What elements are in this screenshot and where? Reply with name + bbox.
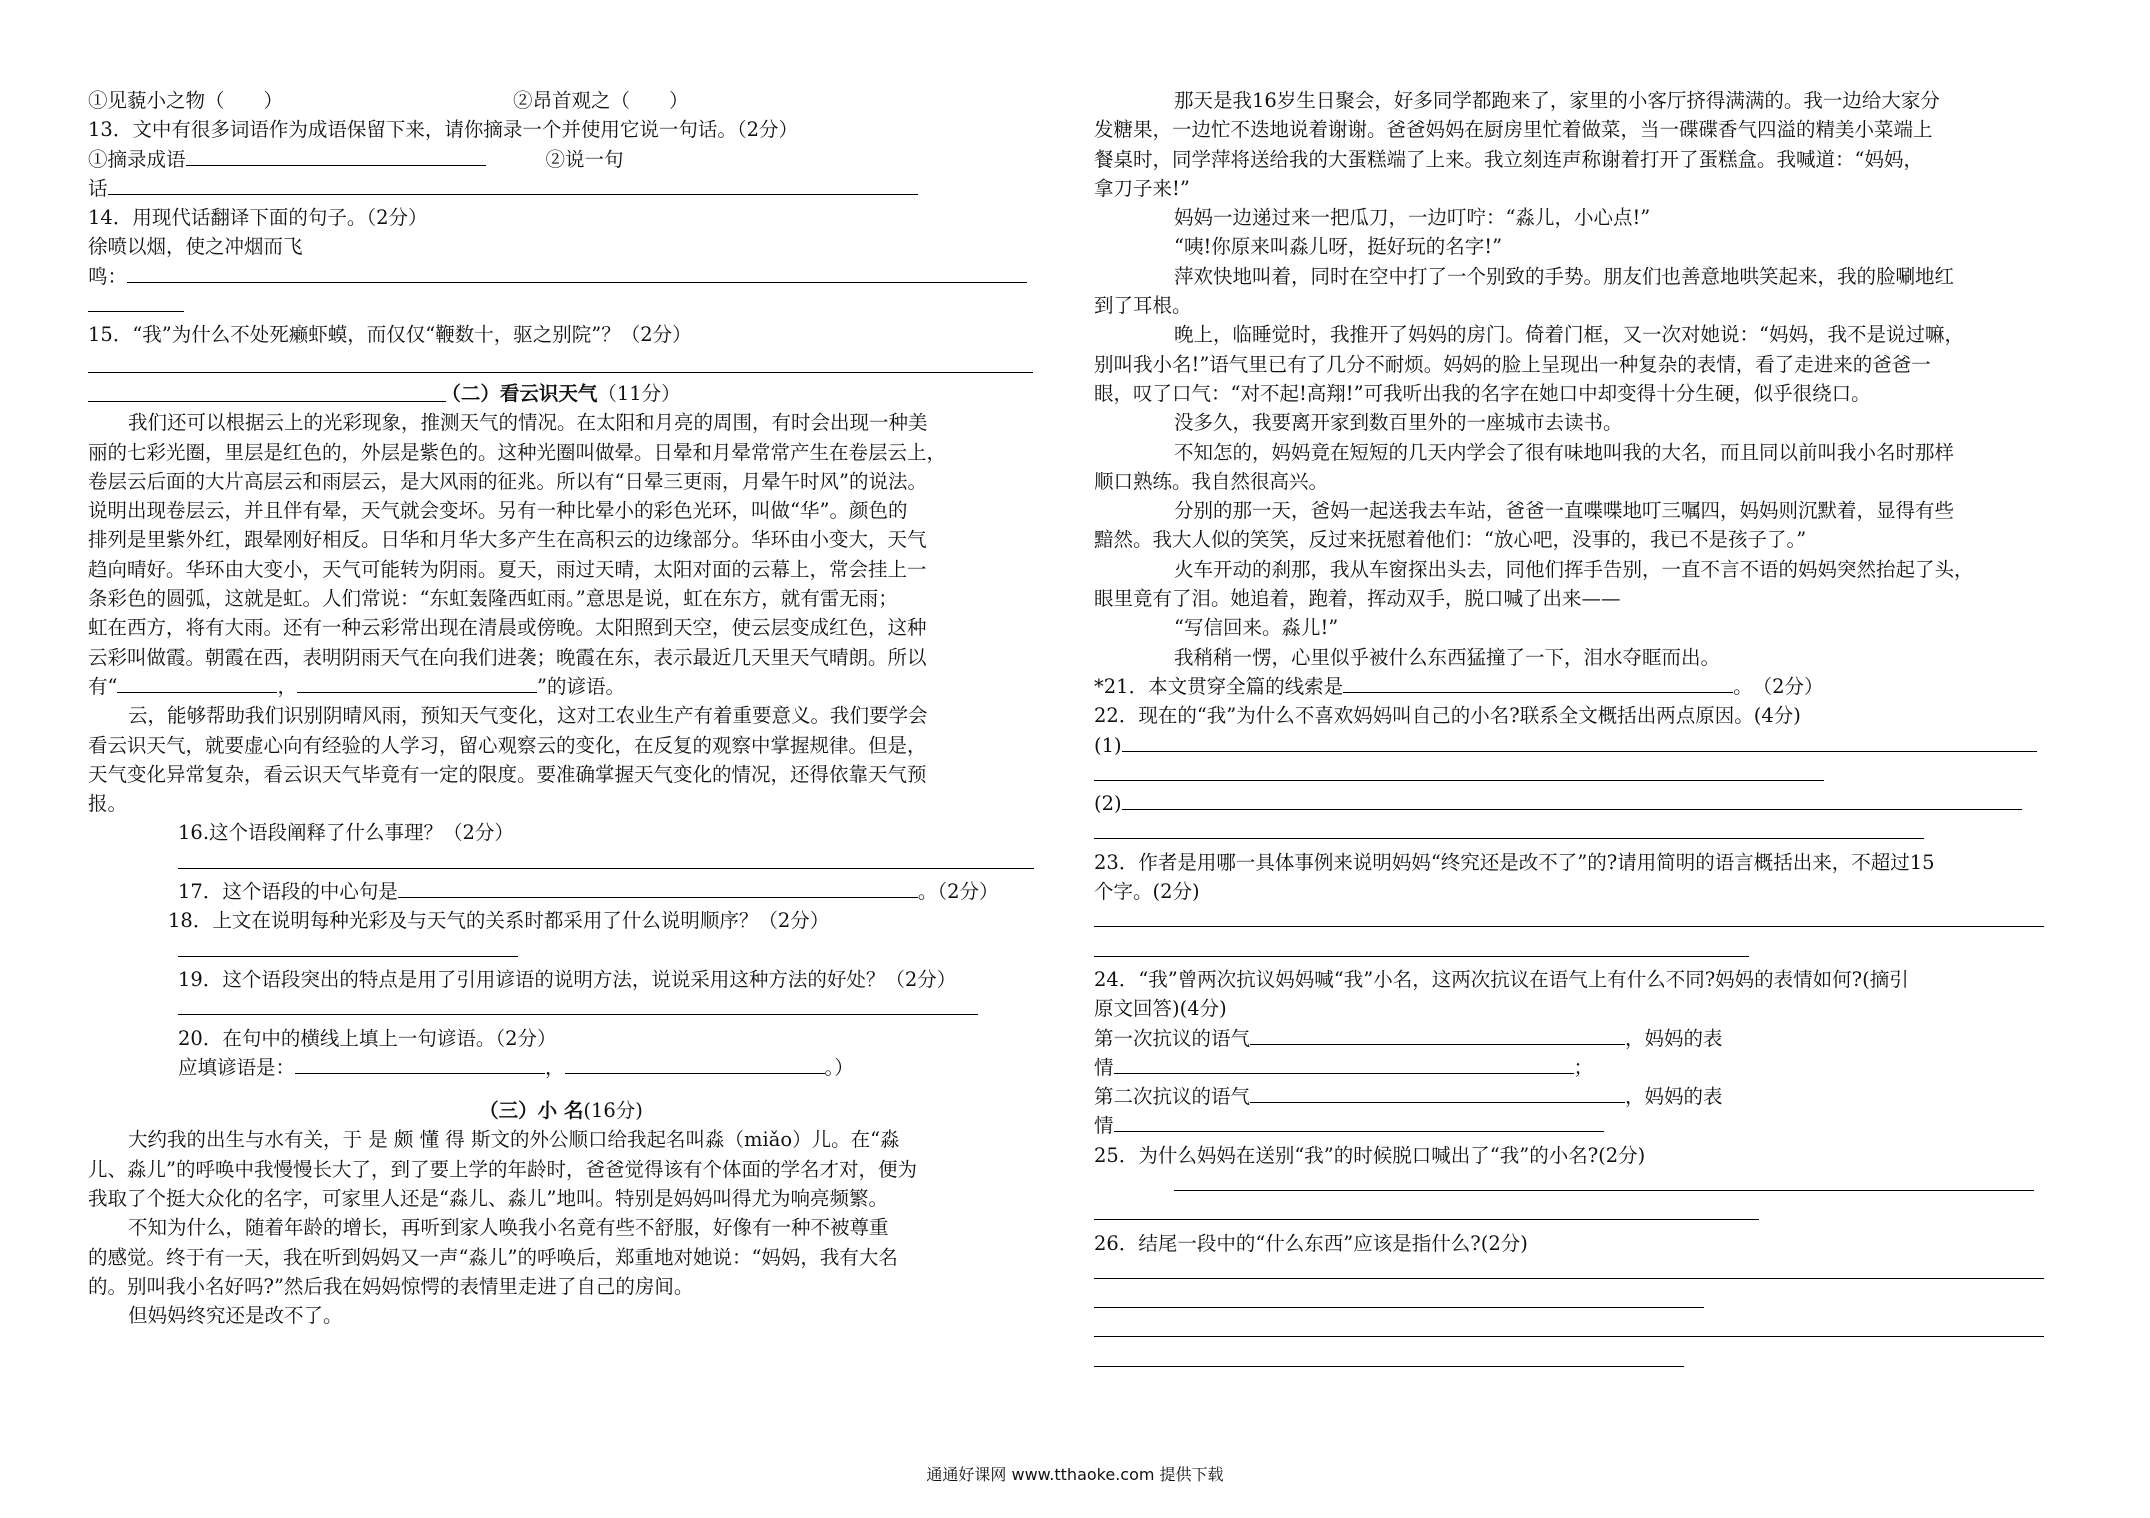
q14-answer-line <box>88 291 1034 320</box>
q22-answer-2: (2) <box>1094 789 2050 818</box>
story-paragraph-8: 分别的那一天，爸妈一起送我去车站，爸爸一直喋喋地叮三嘱四，妈妈则沉默着，显得有些 黯然。我大人似的笑笑，反过来抚慰着他们：“放心吧，没事的，我已不是孩子了。” <box>1094 499 1955 552</box>
section2-heading <box>88 379 1034 408</box>
q23-answer-line-2 <box>1094 936 2050 965</box>
story-paragraph-9: 火车开动的刹那，我从车窗探出头去，同他们挥手告别，一直不言不语的妈妈突然抬起了头， 眼里竟有了泪。她追着，跑着，挥动双手，脱口喊了出来—— <box>1094 557 1974 611</box>
blank[interactable] <box>565 1053 825 1074</box>
q24-prompt-1: 24．“我”曾两次抗议妈妈喊“我”小名，这两次抗议在语气上有什么不同?妈妈的表情如何?(摘引 <box>1094 967 1909 991</box>
q25-answer-line-2 <box>1094 1199 2050 1228</box>
section3-paragraph-3: 但妈妈终究还是改不了。 <box>128 1304 343 1328</box>
q16-answer-line <box>88 848 1034 877</box>
page-footer: 通通好课网 www.tthaoke.com 提供下载 <box>926 1465 1224 1484</box>
q19-prompt: 19．这个语段突出的特点是用了引用谚语的说明方法，说说采用这种方法的好处？（2分） <box>178 967 957 991</box>
blank[interactable] <box>1343 672 1733 693</box>
blank[interactable] <box>1250 1082 1625 1103</box>
blank[interactable] <box>1094 1287 1704 1308</box>
blank[interactable] <box>1094 906 2044 927</box>
q26-answer-line-1 <box>1094 1258 2050 1287</box>
q12-items: ①见藐小之物（ ） ②昂首观之（ ） <box>88 89 689 112</box>
blank[interactable] <box>1122 731 2037 752</box>
blank[interactable] <box>1094 818 1924 839</box>
q18-prompt: 18．上文在说明每种光彩及与天气的关系时都采用了什么说明顺序？（2分） <box>168 909 830 933</box>
blank[interactable] <box>1094 1199 1759 1220</box>
blank[interactable] <box>398 877 918 898</box>
section2-paragraph-2: 云，能够帮助我们识别阴晴风雨，预知天气变化，这对工农业生产有着重要意义。我们要学会 看云识天气，就要虚心向有经验的人学习，留心观察云的变化，在反复的观察中掌握规律。但是， 天气变化异常复杂，看云识天气毕竟有一定的限度。要准确掌握天气变化的情况，还得依靠天气预 报。 <box>88 704 928 816</box>
q14-sentence: 徐喷以烟，使之冲烟而飞 <box>88 235 303 259</box>
section3-paragraph-1: 大约我的出生与水有关，于 是 颇 懂 得 斯文的外公顺口给我起名叫淼（miǎo）儿。在“淼 儿、淼儿”的呼唤中我慢慢长大了，到了要上学的年龄时，爸爸觉得该有个体面的学名才对，便为 我取了个挺大众化的名字，可家里人还是“淼儿、淼儿”地叫。特别是妈妈叫得尤为响亮频繁。 <box>88 1128 917 1210</box>
blank[interactable] <box>117 672 277 693</box>
q25-prompt: 25．为什么妈妈在送别“我”的时候脱口喊出了“我”的小名?(2分) <box>1094 1143 1646 1167</box>
blank[interactable] <box>127 262 1027 283</box>
blank[interactable] <box>1250 1024 1625 1045</box>
story-paragraph-6: 没多久，我要离开家到数百里外的一座城市去读书。 <box>1174 411 1623 435</box>
q26-answer-line-4 <box>1094 1346 2050 1375</box>
story-paragraph-2: 妈妈一边递过来一把瓜刀，一边叮咛：“淼儿，小心点!” <box>1174 206 1651 230</box>
blank[interactable] <box>1174 1170 2034 1191</box>
blank[interactable] <box>178 936 518 957</box>
story-paragraph-7: 不知怎的，妈妈竟在短短的几天内学会了很有味地叫我的大名，而且同以前叫我小名时那样 顺口熟练。我自然很高兴。 <box>1094 440 1955 493</box>
story-paragraph-5: 晚上，临睡觉时，我推开了妈妈的房门。倚着门框，又一次对她说：“妈妈，我不是说过嘛， 别叫我小名!”语气里已有了几分不耐烦。妈妈的脸上呈现出一种复杂的表情，看了走进来的爸爸一 眼，叹了口气：“对不起!高翔!”可我听出我的名字在她口中却变得十分生硬，似乎很绕口。 <box>1094 323 1964 405</box>
q26-prompt: 26．结尾一段中的“什么东西”应该是指什么?(2分) <box>1094 1231 1528 1255</box>
story-paragraph-3: “咦!你原来叫淼儿呀，挺好玩的名字!” <box>1174 235 1503 259</box>
q23-answer-line <box>1094 906 2050 935</box>
blank[interactable] <box>1094 1346 1684 1367</box>
story-paragraph-10: “写信回来。淼儿!” <box>1174 616 1339 640</box>
q24-second-expression: 情 <box>1094 1111 2050 1140</box>
blank[interactable] <box>108 174 918 195</box>
section3-paragraph-2: 不知为什么，随着年龄的增长，再听到家人唤我小名竟有些不舒服，好像有一种不被尊重 的感觉。终于有一天，我在听到妈妈又一声“淼儿”的呼唤后，郑重地对她说：“妈妈，我有大名 的。别叫我小名好吗?”然后我在妈妈惊愕的表情里走进了自己的房间。 <box>88 1216 898 1298</box>
q22-answer-1b <box>1094 760 2050 789</box>
story-paragraph-1: 那天是我16岁生日聚会，好多同学都跑来了，家里的小客厅挤得满满的。我一边给大家分 发糖果，一边忙不迭地说着谢谢。爸爸妈妈在厨房里忙着做菜，当一碟碟香气四溢的精美小菜端上 餐桌时，同学萍将送给我的大蛋糕端了上来。我立刻连声称谢着打开了蛋糕盒。我喊道：“妈妈， 拿刀子来!” <box>1094 89 1940 200</box>
blank[interactable] <box>1094 760 1824 781</box>
section3-heading <box>88 1096 1034 1125</box>
right-column <box>1094 86 2050 1375</box>
q24-first-expression: 情 ； <box>1094 1053 2050 1082</box>
q15-answer-line <box>88 350 1034 379</box>
story-paragraph-4: 萍欢快地叫着，同时在空中打了一个别致的手势。朋友们也善意地哄笑起来，我的脸唰地红 到了耳根。 <box>1094 264 1955 318</box>
q13-answer-line: 话 <box>88 174 1034 203</box>
q20-answer: 应填谚语是： ， 。） <box>88 1053 1034 1082</box>
left-column <box>88 86 1034 1330</box>
q16-prompt: 16.这个语段阐释了什么事理？（2分） <box>178 821 514 845</box>
q24-second: 第二次抗议的语气 ，妈妈的表 <box>1094 1082 2050 1111</box>
q14-answer: 鸣： <box>88 262 1034 291</box>
q15-prompt: 15．“我”为什么不处死癞虾蟆，而仅仅“鞭数十，驱之别院”？（2分） <box>88 323 692 347</box>
section2-paragraph-1: 我们还可以根据云上的光彩现象，推测天气的情况。在太阳和月亮的周围，有时会出现一种美 丽的七彩光圈，里层是红色的，外层是紫色的。这种光圈叫做晕。日晕和月晕常常产生在卷层云上， 卷层云后面的大片高层云和雨层云，是大风雨的征兆。所以有“日晕三更雨，月晕午时风”的说法。 说明出现卷层云，并且伴有晕，天气就会变坏。另有一种比晕小的彩色光环，叫做“华”。颜色的 排列是里紫外红，跟晕刚好相反。日华和月华大多产生在高积云的边缘部分。华环由小变大，天气 趋向晴好。华环由大变小，天气可能转为阴雨。夏天，雨过天晴，太阳对面的云幕上，常会挂上一 条彩色的圆弧，这就是虹。人们常说：“东虹轰隆西虹雨。”意思是说，虹在东方，就有雷无雨； 虹在西方，将有大雨。还有一种云彩常出现在清晨或傍晚。太阳照到天空，使云层变成红色，这种 云彩叫做霞。朝霞在西，表明阴雨天气在向我们进袭；晚霞在东，表示最近几天里天气晴朗。所以 有“ ， ”的谚语。 <box>88 411 947 698</box>
blank[interactable] <box>1114 1111 1604 1132</box>
section3-title: （三）小 名 <box>479 1099 584 1123</box>
q23-prompt-1: 23．作者是用哪一具体事例来说明妈妈“终究还是改不了”的?请用简明的语言概括出来，不超过15 <box>1094 850 1935 874</box>
q21: *21．本文贯穿全篇的线索是 。 （2分） <box>1094 672 2050 701</box>
blank[interactable] <box>88 291 184 312</box>
q22-answer-1: (1) <box>1094 731 2050 760</box>
blank[interactable] <box>1094 1316 2044 1337</box>
q24-first: 第一次抗议的语气 ，妈妈的表 <box>1094 1024 2050 1053</box>
section2-score: （11分） <box>597 381 681 405</box>
section2-title: （二）看云识天气 <box>441 381 598 405</box>
q25-answer-line <box>1094 1170 2050 1199</box>
q14-prompt: 14．用现代话翻译下面的句子。（2分） <box>88 206 428 230</box>
blank[interactable] <box>178 994 978 1015</box>
q24-prompt-2: 原文回答)(4分) <box>1094 997 1227 1021</box>
q20-prompt: 20．在句中的横线上填上一句谚语。（2分） <box>178 1026 557 1050</box>
blank[interactable] <box>186 145 486 166</box>
blank[interactable] <box>178 848 1034 869</box>
story-paragraph-11: 我稍稍一愣，心里似乎被什么东西猛撞了一下，泪水夺眶而出。 <box>1174 645 1721 669</box>
q18-answer-line <box>88 936 1034 965</box>
q22-prompt: 22．现在的“我”为什么不喜欢妈妈叫自己的小名?联系全文概括出两点原因。(4分) <box>1094 704 1801 728</box>
q26-answer-line-3 <box>1094 1316 2050 1345</box>
q19-answer-line <box>88 994 1034 1023</box>
q17: 17．这个语段的中心句是 。（2分） <box>88 877 1034 906</box>
q26-answer-line-2 <box>1094 1287 2050 1316</box>
blank[interactable] <box>1122 789 2022 810</box>
q13-answer: ①摘录成语 ②说一句 <box>88 145 1034 174</box>
section3-score: (16分) <box>583 1099 643 1123</box>
q13-prompt: 13．文中有很多词语作为成语保留下来，请你摘录一个并使用它说一句话。（2分） <box>88 118 798 142</box>
blank[interactable] <box>295 1053 545 1074</box>
q22-answer-2b <box>1094 818 2050 847</box>
blank[interactable] <box>1114 1053 1574 1074</box>
blank[interactable] <box>297 672 537 693</box>
q23-prompt-2: 个字。(2分) <box>1094 880 1200 904</box>
blank[interactable] <box>1094 1258 2044 1279</box>
blank[interactable] <box>1094 936 1749 957</box>
